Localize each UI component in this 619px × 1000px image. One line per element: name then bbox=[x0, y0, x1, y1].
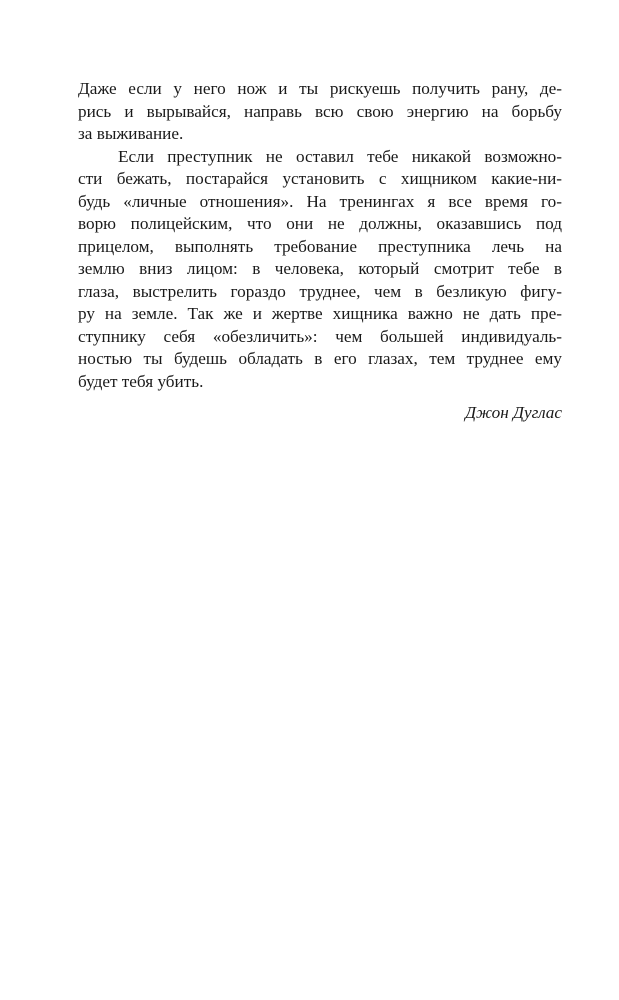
paragraph-2 bbox=[78, 146, 562, 394]
paragraph-1 bbox=[78, 78, 562, 146]
text-line: ворю полицейским, что они не должны, оказавшись под bbox=[78, 214, 562, 233]
text-line: ступнику себя «обезличить»: чем большей индивидуаль- bbox=[78, 326, 562, 346]
text-line: землю вниз лицом: в человека, который смотрит тебе в bbox=[78, 259, 562, 278]
text-line: Если преступник не оставил тебе никакой возможно- bbox=[118, 146, 562, 166]
text-line: будь «личные отношения». На тренингах я все время го- bbox=[78, 191, 562, 211]
text-line: рись и вырывайся, направь всю свою энергию на борьбу bbox=[78, 101, 562, 121]
text-line: ностью ты будешь обладать в его глазах, тем труднее ему bbox=[78, 349, 562, 368]
author-signature: Джон Дуглас bbox=[465, 403, 562, 422]
text-line: будет тебя убить. bbox=[78, 371, 204, 391]
text-line: ру на земле. Так же и жертве хищника важно не дать пре- bbox=[78, 304, 562, 323]
text-line: глаза, выстрелить гораздо труднее, чем в безликую фигу- bbox=[78, 281, 562, 301]
page-body bbox=[78, 78, 562, 425]
text-line: за выживание. bbox=[78, 124, 184, 143]
text-line: прицелом, выполнять требование преступника лечь на bbox=[78, 236, 562, 256]
text-line: сти бежать, постарайся установить с хищником какие-ни- bbox=[78, 169, 562, 188]
text-line: Даже если у него нож и ты рискуешь получить рану, де- bbox=[78, 79, 562, 98]
